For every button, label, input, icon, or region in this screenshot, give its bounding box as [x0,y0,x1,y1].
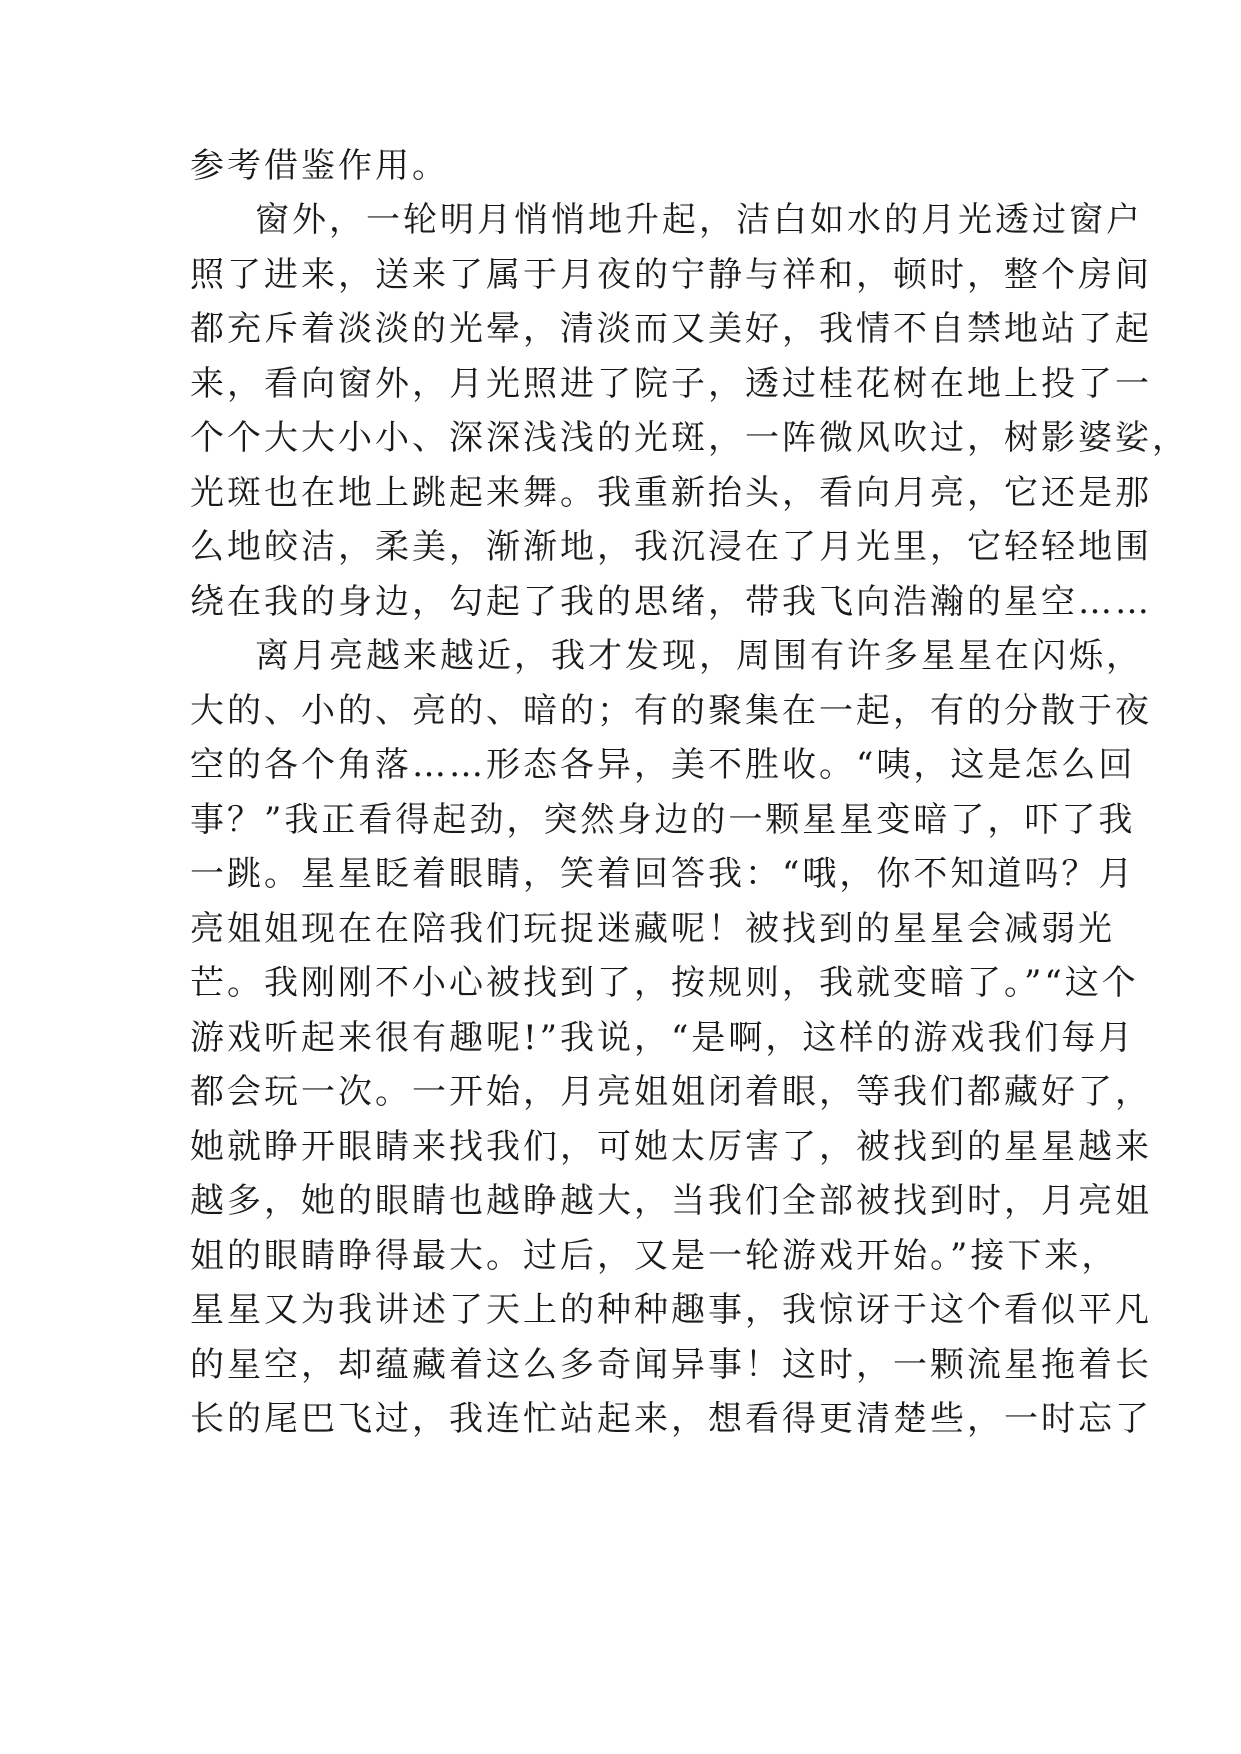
text-line-22: 星星又为我讲述了天上的种种趣事，我惊讶于这个看似平凡 [190,1290,1152,1330]
text-line-19: 她就睁开眼睛来找我们，可她太厉害了，被找到的星星越来 [190,1127,1152,1167]
text-line-8: 么地皎洁，柔美，渐渐地，我沉浸在了月光里，它轻轻地围 [190,527,1152,567]
text-line-14: 一跳。星星眨着眼睛，笑着回答我：“哦，你不知道吗？月 [190,854,1136,894]
text-line-6: 个个大大小小、深深浅浅的光斑，一阵微风吹过，树影婆娑， [190,418,1189,458]
text-line-15: 亮姐姐现在在陪我们玩捉迷藏呢！被找到的星星会减弱光 [190,909,1115,949]
text-line-11: 大的、小的、亮的、暗的；有的聚集在一起，有的分散于夜 [190,691,1152,731]
text-line-17: 游戏听起来很有趣呢!”我说，“是啊，这样的游戏我们每月 [190,1018,1136,1058]
text-line-1: 参考借鉴作用。 [190,146,449,186]
text-line-24: 长的尾巴飞过，我连忙站起来，想看得更清楚些，一时忘了 [190,1399,1152,1439]
text-line-16: 芒。我刚刚不小心被找到了，按规则，我就变暗了。”“这个 [190,963,1139,1003]
text-line-4: 都充斥着淡淡的光晕，清淡而又美好，我情不自禁地站了起 [190,309,1152,349]
text-line-3: 照了进来，送来了属于月夜的宁静与祥和，顿时，整个房间 [190,255,1152,295]
text-line-10: 离月亮越来越近，我才发现，周围有许多星星在闪烁， [255,636,1143,676]
text-line-23: 的星空，却蕴藏着这么多奇闻异事！这时，一颗流星拖着长 [190,1345,1152,1385]
text-line-20: 越多，她的眼睛也越睁越大，当我们全部被找到时，月亮姐 [190,1181,1152,1221]
text-line-7: 光斑也在地上跳起来舞。我重新抬头，看向月亮，它还是那 [190,473,1152,513]
text-line-21: 姐的眼睛睁得最大。过后，又是一轮游戏开始。”接下来， [190,1236,1119,1276]
text-line-18: 都会玩一次。一开始，月亮姐姐闭着眼，等我们都藏好了， [190,1072,1152,1112]
text-line-2: 窗外，一轮明月悄悄地升起，洁白如水的月光透过窗户 [255,200,1143,240]
text-line-9: 绕在我的身边，勾起了我的思绪，带我飞向浩瀚的星空…… [190,582,1152,622]
text-line-13: 事？”我正看得起劲，突然身边的一颗星星变暗了，吓了我 [190,800,1136,840]
text-line-12: 空的各个角落……形态各异，美不胜收。“咦，这是怎么回 [190,745,1136,785]
text-line-5: 来，看向窗外，月光照进了院子，透过桂花树在地上投了一 [190,364,1152,404]
